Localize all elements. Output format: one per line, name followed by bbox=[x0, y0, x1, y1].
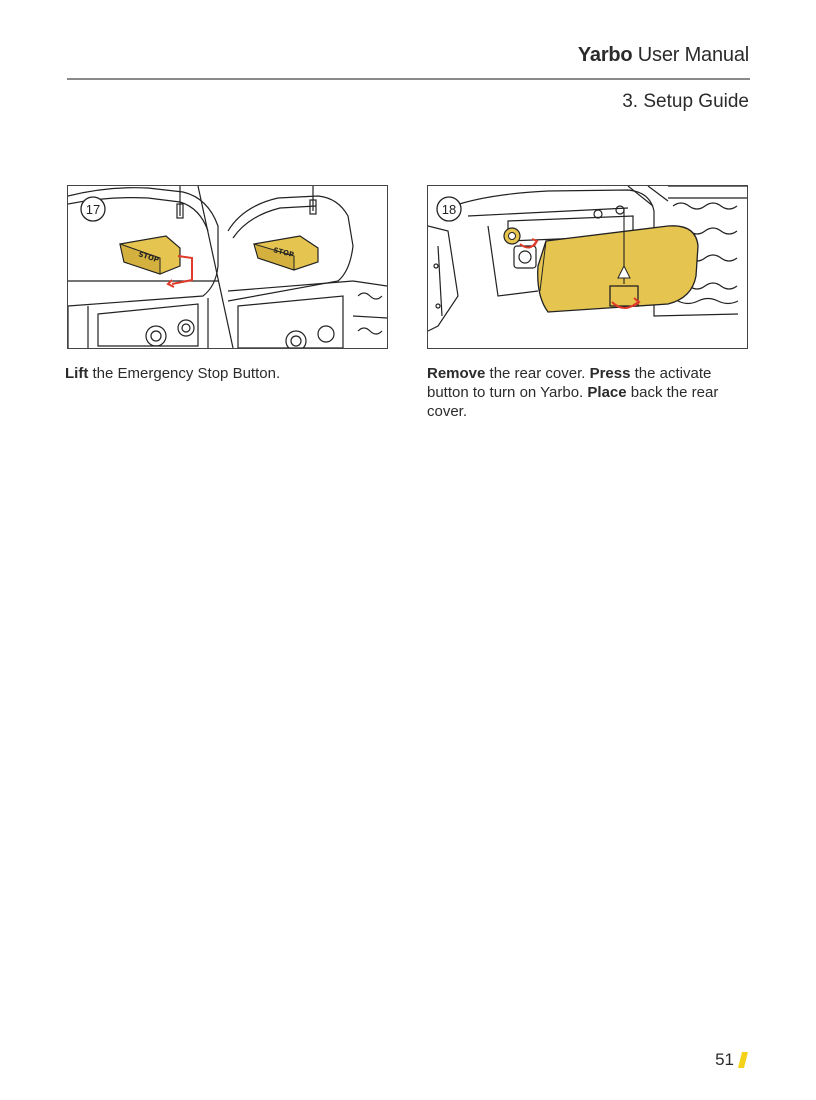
caption-18-action-remove: Remove bbox=[427, 365, 486, 382]
figure-17-number: 17 bbox=[85, 202, 101, 217]
figure-18-number: 18 bbox=[441, 202, 457, 217]
section-title: 3. Setup Guide bbox=[622, 91, 749, 112]
rear-cover-illustration bbox=[428, 186, 747, 348]
brand-name: Yarbo bbox=[577, 44, 633, 66]
caption-18-text-1: the rear cover. bbox=[485, 365, 590, 382]
manual-title-rest: User Manual bbox=[632, 44, 749, 66]
header-divider bbox=[67, 78, 750, 80]
caption-17-text: the Emergency Stop Button. bbox=[88, 365, 281, 382]
page-number: 51 bbox=[715, 1050, 734, 1069]
caption-18-text-2: the activate button to turn on Yarbo. bbox=[427, 365, 712, 401]
caption-18-action-place: Place bbox=[587, 384, 627, 401]
caption-18-action-press: Press bbox=[589, 365, 631, 382]
figure-17-illustration bbox=[67, 185, 388, 349]
figure-17-caption bbox=[65, 364, 385, 383]
caption-18-text-3: back the rear cover. bbox=[427, 384, 719, 420]
emergency-stop-illustration bbox=[68, 186, 387, 348]
page-number-block bbox=[715, 1050, 748, 1070]
page-accent-mark-icon bbox=[738, 1052, 748, 1068]
svg-text:STOP: STOP bbox=[137, 250, 160, 265]
svg-text:STOP: STOP bbox=[272, 246, 295, 259]
caption-17-action: Lift bbox=[65, 365, 89, 382]
figure-18-caption bbox=[427, 364, 747, 421]
figure-18-illustration bbox=[427, 185, 748, 349]
manual-title bbox=[578, 44, 749, 67]
